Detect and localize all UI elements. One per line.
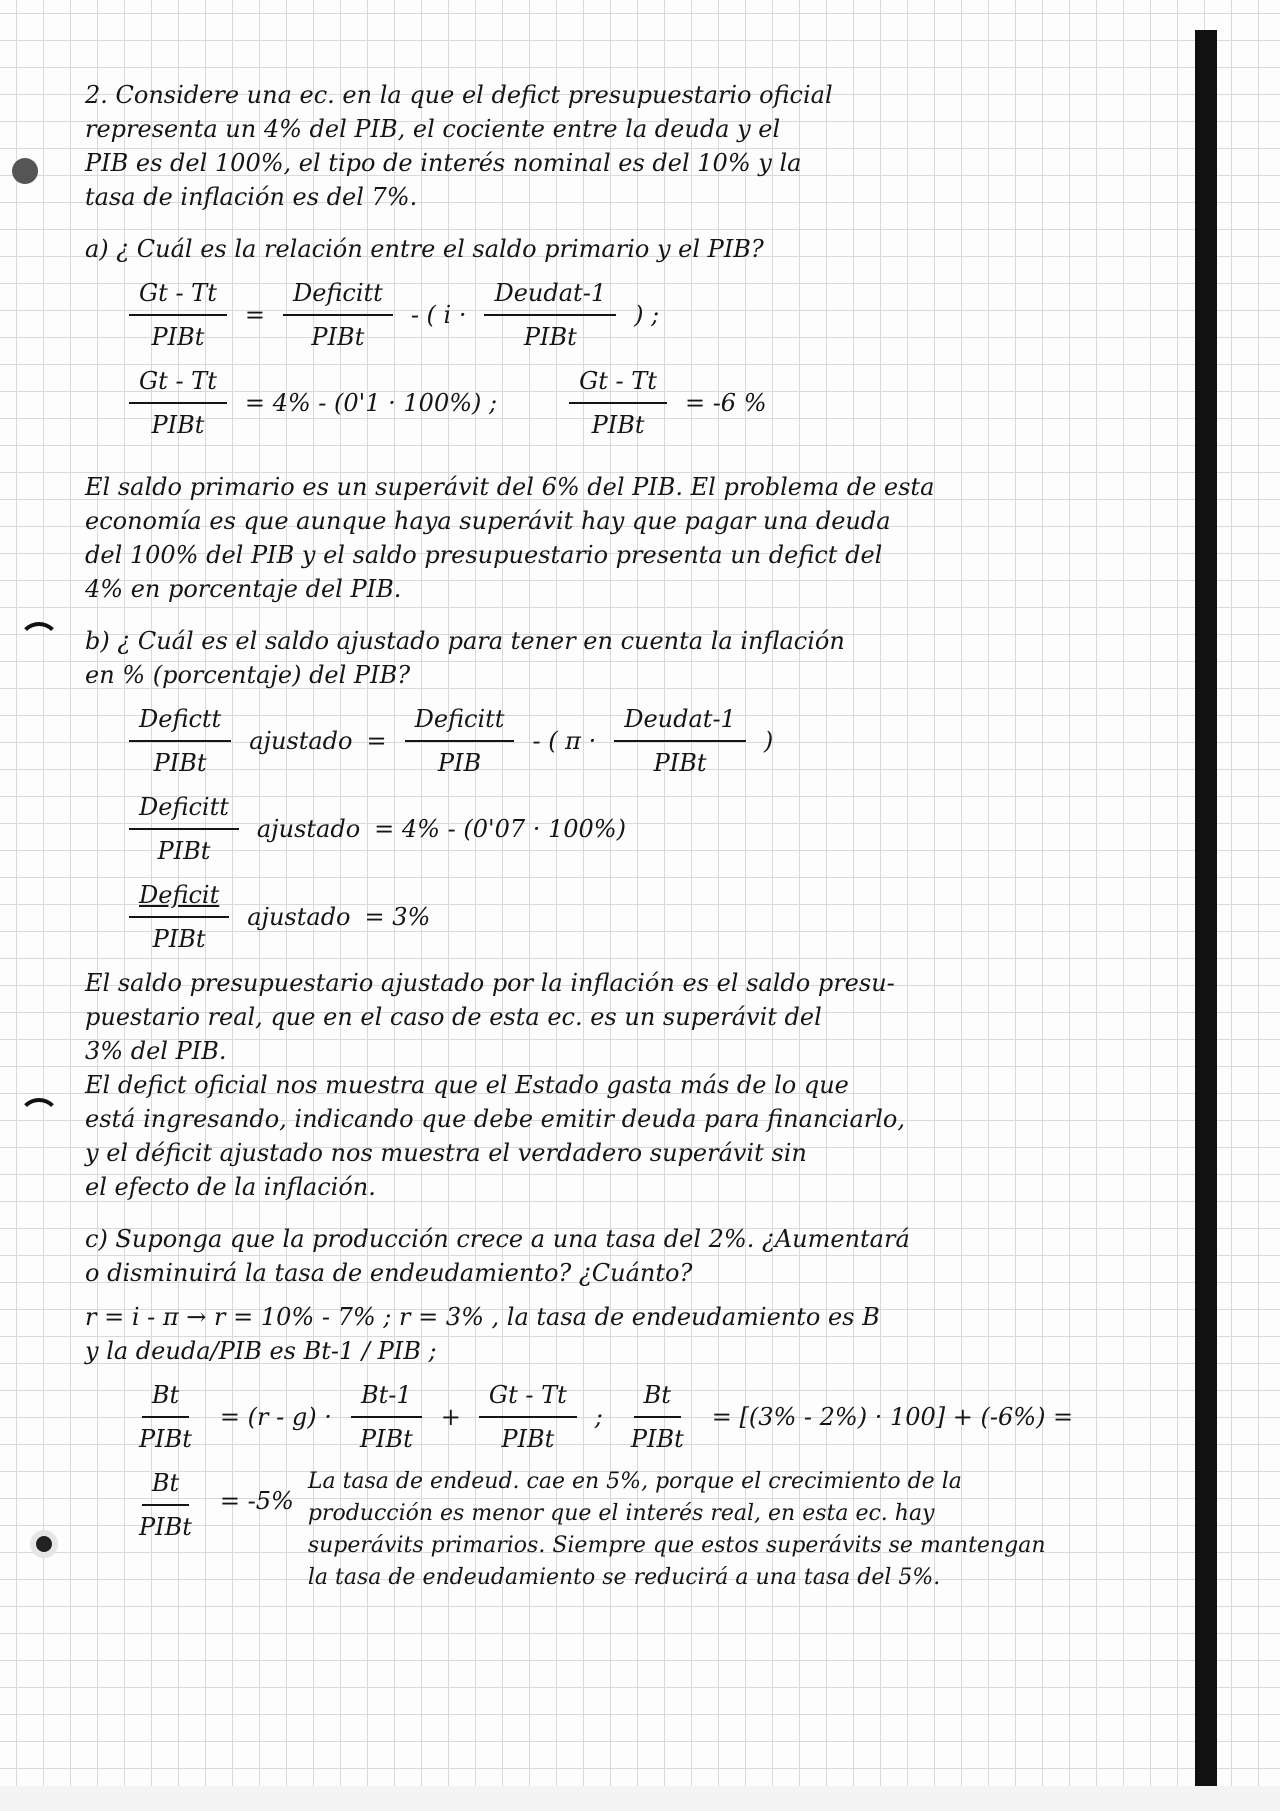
- text-line: El saldo primario es un superávit del 6% del PIB. El problema de esta: [85, 473, 935, 501]
- text-line: en % (porcentaje) del PIB?: [85, 661, 411, 689]
- fraction: [484, 276, 616, 354]
- fraction: [129, 702, 231, 780]
- expression: = 4% - (0'07 · 100%): [374, 815, 626, 843]
- part-c-equation-1: [125, 1378, 1165, 1456]
- operator: ;: [594, 1403, 603, 1431]
- numerator: Bt: [634, 1378, 681, 1418]
- text-line: PIB es del 100%, el tipo de interés nominal es del 10% y la: [85, 149, 802, 177]
- denominator: PIBt: [591, 411, 645, 439]
- text-line: superávits primarios. Siempre que estos superávits se mantengan: [307, 1533, 1046, 1558]
- part-a-equation-2: [125, 364, 1165, 442]
- numerator: Gt - Tt: [129, 364, 227, 404]
- label: ajustado: [247, 903, 351, 931]
- part-b-equation-2: [125, 790, 1165, 868]
- text-line: b) ¿ Cuál es el saldo ajustado para tener en cuenta la inflación: [85, 627, 845, 655]
- text-line: El defict oficial nos muestra que el Estado gasta más de lo que: [85, 1071, 849, 1099]
- text-line: la tasa de endeudamiento se reducirá a una tasa del 5%.: [307, 1565, 941, 1590]
- fraction: [614, 702, 746, 780]
- text-line: y la deuda/PIB es Bt-1 / PIB ;: [85, 1337, 437, 1365]
- denominator: PIBt: [139, 1425, 192, 1453]
- numerator: Defictt: [129, 702, 231, 742]
- page-bottom-margin: [0, 1786, 1280, 1811]
- part-a-explanation: [85, 470, 1165, 606]
- text-line: 2. Considere una ec. en la que el defict presupuestario oficial: [85, 81, 833, 109]
- denominator: PIBt: [151, 411, 205, 439]
- numerator: Deudat-1: [484, 276, 616, 316]
- numerator: Deficitt: [283, 276, 393, 316]
- expression: = [(3% - 2%) · 100] + (-6%) =: [711, 1403, 1074, 1431]
- operator: =: [244, 301, 265, 329]
- text-line: del 100% del PIB y el saldo presupuestario presenta un defict del: [85, 541, 883, 569]
- denominator: PIBt: [157, 837, 211, 865]
- numerator: Deficitt: [405, 702, 515, 742]
- part-b-explanation: [85, 966, 1165, 1204]
- part-b-equation-1: [125, 702, 1165, 780]
- operator: - ( π ·: [532, 727, 597, 755]
- text-line: 3% del PIB.: [85, 1037, 227, 1065]
- operator: ) ;: [634, 301, 660, 329]
- denominator: PIBt: [311, 323, 365, 351]
- text-line: 4% en porcentaje del PIB.: [85, 575, 402, 603]
- text-line: y el déficit ajustado nos muestra el verdadero superávit sin: [85, 1139, 807, 1167]
- numerator: Deficitt: [129, 790, 239, 830]
- part-a-equation-1: [125, 276, 1165, 354]
- numerator: Deficit: [129, 878, 229, 918]
- part-c-equation-2: [125, 1466, 1165, 1594]
- text-line: o disminuirá la tasa de endeudamiento? ¿Cuánto?: [85, 1259, 693, 1287]
- fraction: [129, 790, 239, 868]
- fraction: [350, 1378, 423, 1456]
- text-line: producción es menor que el interés real, en esta ec. hay: [307, 1501, 935, 1526]
- text-line: c) Suponga que la producción crece a una tasa del 2%. ¿Aumentará: [85, 1225, 910, 1253]
- text-line: r = i - π → r = 10% - 7% ; r = 3% , la tasa de endeudamiento es B: [85, 1303, 880, 1331]
- part-b-question: [85, 624, 1165, 692]
- numerator: Bt: [142, 1378, 189, 1418]
- fraction: [405, 702, 515, 780]
- operator: +: [440, 1403, 461, 1431]
- fraction: [479, 1378, 577, 1456]
- binder-ring-mark: [18, 622, 60, 664]
- denominator: PIBt: [153, 749, 207, 777]
- numerator: Gt - Tt: [129, 276, 227, 316]
- part-c-question: [85, 1222, 1165, 1290]
- part-a-question: a) ¿ Cuál es la relación entre el saldo primario y el PIB?: [85, 235, 764, 263]
- denominator: PIBt: [653, 749, 707, 777]
- page-edge-shadow: [1195, 30, 1217, 1811]
- fraction: [129, 1378, 202, 1456]
- operator: =: [366, 727, 387, 755]
- result: = -5%: [219, 1487, 294, 1515]
- denominator: PIBt: [139, 1513, 192, 1541]
- denominator: PIBt: [152, 925, 206, 953]
- text-line: puestario real, que en el caso de esta ec. es un superávit del: [85, 1003, 822, 1031]
- handwritten-content: [85, 78, 1165, 1604]
- expression: = 4% - (0'1 · 100%) ;: [244, 389, 498, 417]
- result: = 3%: [364, 903, 431, 931]
- fraction: [569, 364, 667, 442]
- text-line: representa un 4% del PIB, el cociente entre la deuda y el: [85, 115, 781, 143]
- part-c-setup: [85, 1300, 1165, 1368]
- numerator: Bt: [142, 1466, 189, 1506]
- text-line: economía es que aunque haya superávit hay que pagar una deuda: [85, 507, 891, 535]
- numerator: Gt - Tt: [569, 364, 667, 404]
- text-line: La tasa de endeud. cae en 5%, porque el crecimiento de la: [307, 1469, 962, 1494]
- label: ajustado: [249, 727, 353, 755]
- operator: - ( i ·: [410, 301, 467, 329]
- denominator: PIBt: [359, 1425, 413, 1453]
- text-line: tasa de inflación es del 7%.: [85, 183, 418, 211]
- denominator: PIBt: [501, 1425, 555, 1453]
- fraction: [129, 1466, 202, 1544]
- fraction: [129, 364, 227, 442]
- text-line: El saldo presupuestario ajustado por la inflación es el saldo presu-: [85, 969, 895, 997]
- denominator: PIBt: [630, 1425, 684, 1453]
- denominator: PIBt: [151, 323, 205, 351]
- text-line: el efecto de la inflación.: [85, 1173, 376, 1201]
- operator: ): [763, 727, 774, 755]
- numerator: Deudat-1: [614, 702, 746, 742]
- part-b-equation-3: [125, 878, 1165, 956]
- numerator: Gt - Tt: [479, 1378, 577, 1418]
- fraction: [129, 878, 229, 956]
- fraction: [129, 276, 227, 354]
- numerator: Bt-1: [351, 1378, 422, 1418]
- fraction: [621, 1378, 694, 1456]
- denominator: PIB: [437, 749, 482, 777]
- result: = -6 %: [684, 389, 767, 417]
- fraction: [283, 276, 393, 354]
- text-line: está ingresando, indicando que debe emitir deuda para financiarlo,: [85, 1105, 906, 1133]
- operator: = (r - g) ·: [219, 1403, 332, 1431]
- denominator: PIBt: [523, 323, 577, 351]
- binder-hole-bottom: [30, 1530, 58, 1558]
- binder-hole-top: [12, 158, 38, 184]
- label: ajustado: [256, 815, 361, 843]
- binder-ring-mark: [18, 1098, 60, 1140]
- part-c-conclusion: [308, 1466, 1046, 1594]
- problem-statement: [85, 78, 1165, 214]
